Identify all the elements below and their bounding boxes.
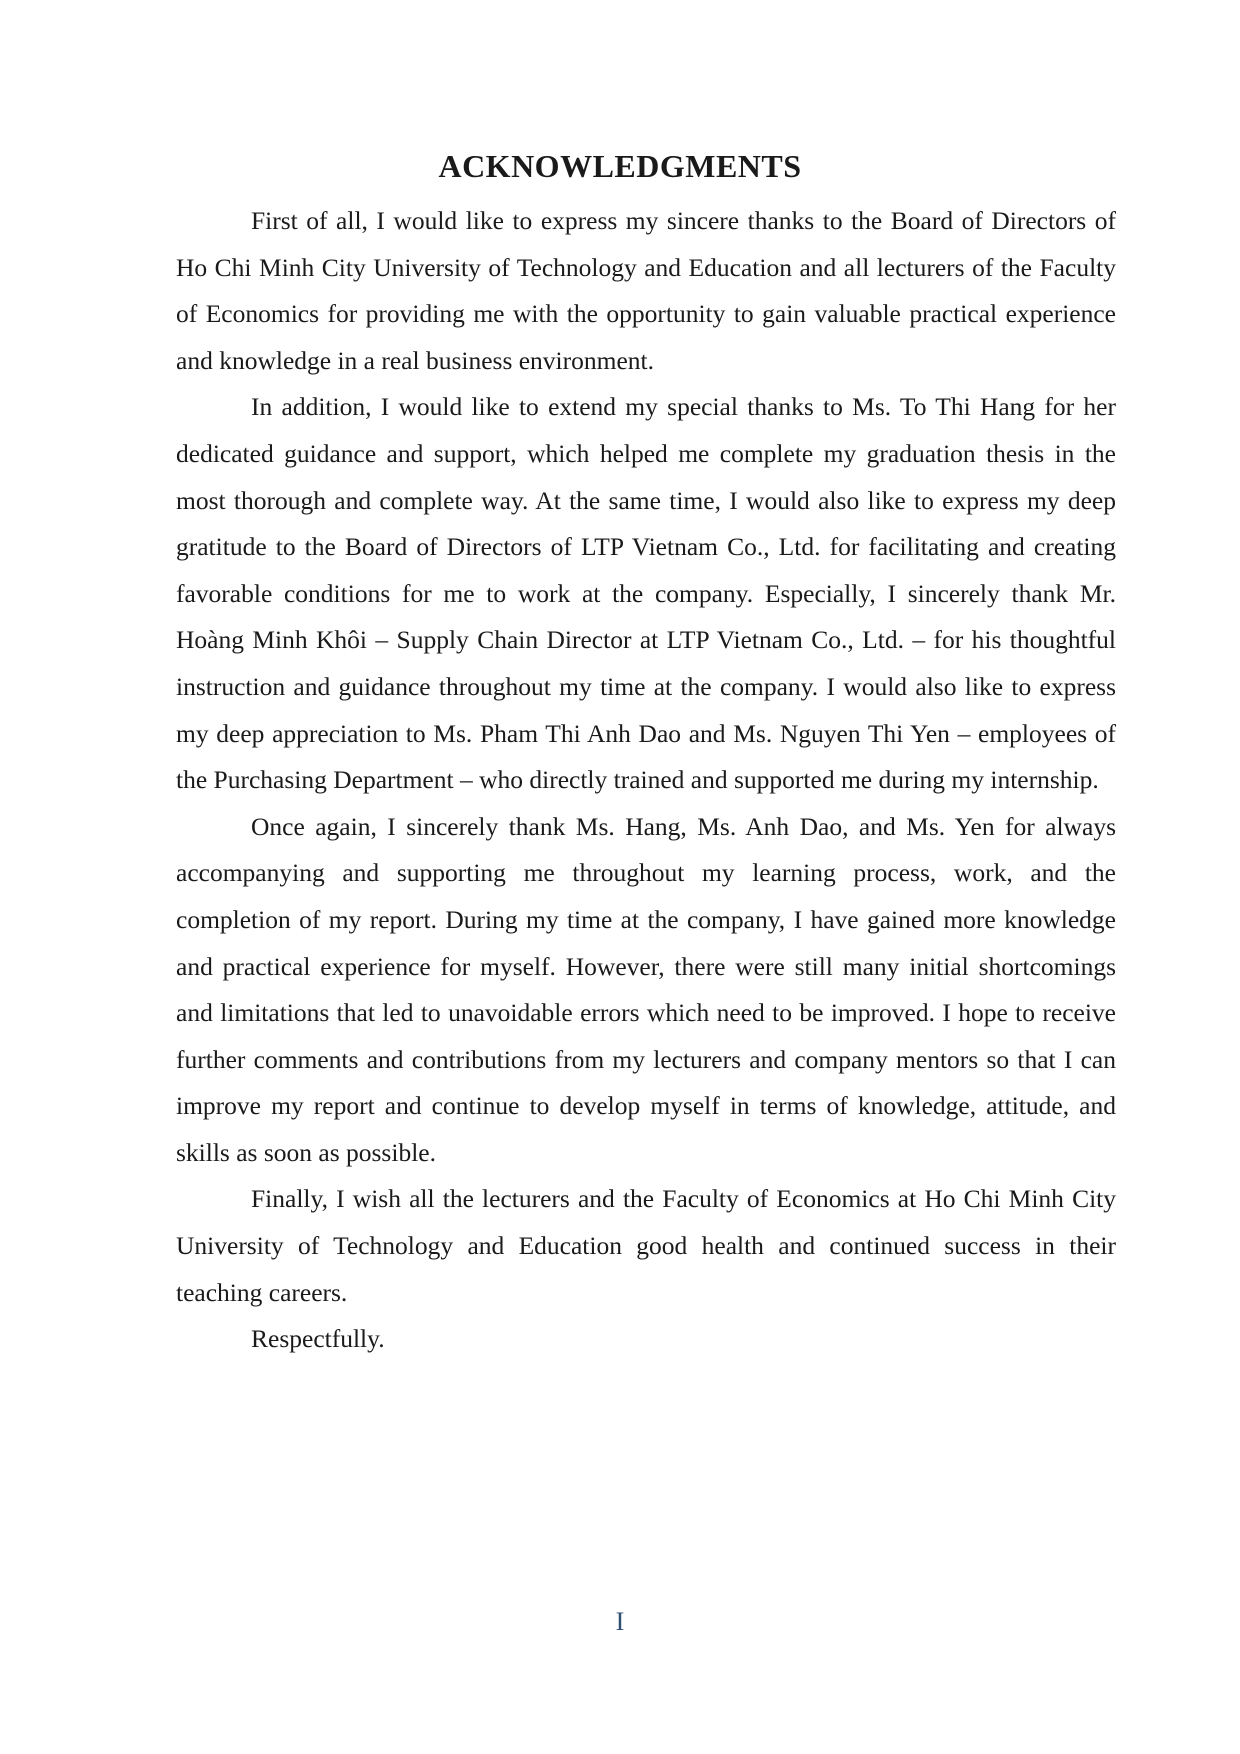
page-title: ACKNOWLEDGMENTS	[438, 148, 802, 184]
paragraph-intro: First of all, I would like to express my sincere thanks to the Board of Directors of Ho Chi Minh City University of Technology and Education and all lecturers of the Faculty of Economics for providing me with the opportunity to gain valuable practical experience and knowledge in a real business environment.	[176, 206, 1116, 375]
paragraph-thanks-again: Once again, I sincerely thank Ms. Hang, Ms. Anh Dao, and Ms. Yen for always accompanying and supporting me throughout my learning process, work, and the completion of my report. During my time at the company, I have gained more knowledge and practical experience for myself. However, there were still many initial shortcomings and limitations that led to unavoidable errors which need to be improved. I hope to receive further comments and contributions from my lecturers and company mentors so that I can improve my report and continue to develop myself in terms of knowledge, attitude, and skills as soon as possible.	[176, 811, 1116, 1167]
paragraph-thanks-supervisors: In addition, I would like to extend my special thanks to Ms. To Thi Hang for her dedicated guidance and support, which helped me complete my graduation thesis in the most thorough and complete way. At the same time, I would also like to express my deep gratitude to the Board of Directors of LTP Vietnam Co., Ltd. for facilitating and creating favorable conditions for me to work at the company. Especially, I sincerely thank Mr. Hoàng Minh Khôi – Supply Chain Director at LTP Vietnam Co., Ltd. – for his thoughtful instruction and guidance throughout my time at the company. I would also like to express my deep appreciation to Ms. Pham Thi Anh Dao and Ms. Nguyen Thi Yen – employees of the Purchasing Department – who directly trained and supported me during my internship.	[176, 392, 1116, 795]
paragraph-sign-off: Respectfully.	[251, 1324, 385, 1354]
acknowledgments-body	[176, 198, 1116, 1363]
page-number: I	[615, 1607, 625, 1636]
paragraph-closing-wishes: Finally, I wish all the lecturers and the Faculty of Economics at Ho Chi Minh City University of Technology and Education good health and continued success in their teaching careers.	[176, 1184, 1116, 1307]
